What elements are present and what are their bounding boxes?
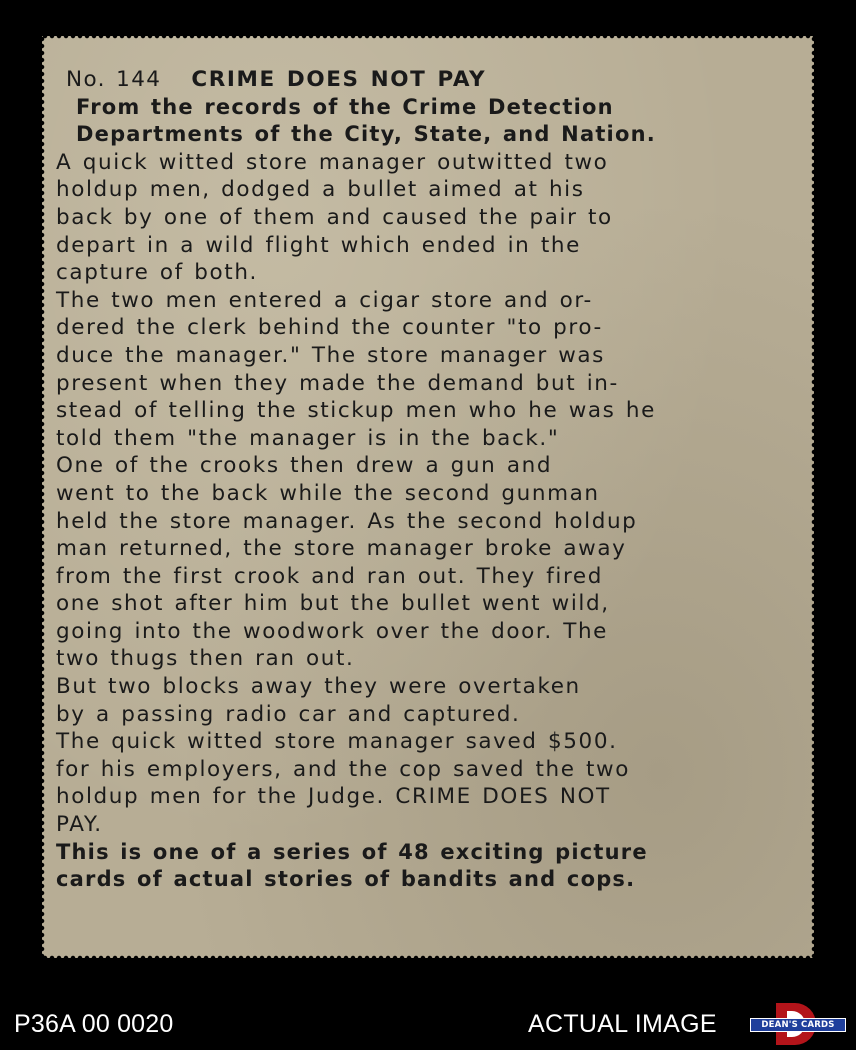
series-note: This is one of a series of 48 exciting picture cards of actual stories of bandits and cops. — [56, 839, 648, 892]
inventory-id: P36A 00 0020 — [14, 1010, 174, 1038]
story-paragraph-3: One of the crooks then drew a gun and went to the back while the second gunman held the store manager. As the second holdup man returned, the store manager broke away from the first crook and ran out. They fired one shot after him but the bullet went wild, going into the woodwork over the door. The two thugs then ran out. — [56, 453, 638, 672]
card-subheading: From the records of the Crime Detection Departments of the City, State, and Nation. — [76, 94, 656, 147]
perforated-edge-left — [39, 36, 45, 958]
card-title: CRIME DOES NOT PAY — [191, 67, 487, 92]
card-text — [56, 66, 746, 894]
card-number: No. 144 — [66, 67, 162, 92]
deans-cards-logo — [750, 1003, 846, 1045]
card-header — [56, 66, 746, 94]
actual-image-label: ACTUAL IMAGE — [528, 1010, 717, 1038]
perforated-edge-right — [811, 36, 817, 958]
story-paragraph-4: But two blocks away they were overtaken by a passing radio car and captured. — [56, 674, 581, 727]
story-paragraph-1: A quick witted store manager outwitted two holdup men, dodged a bullet aimed at his back by one of them and caused the pair to depart in a wild flight which ended in the capture of both. — [56, 149, 613, 286]
story-paragraph-2: The two men entered a cigar store and or- dered the clerk behind the counter "to pro- duce the manager." The store manager was present when they made the demand but in- stead of telling the stickup men who he was he told them "the manager is in the back." — [56, 287, 656, 451]
story-paragraph-5: The quick witted store manager saved $500. for his employers, and the cop saved the two holdup men for the Judge. CRIME DOES NOT PAY. — [56, 729, 630, 838]
card-back — [42, 36, 814, 958]
logo-banner: DEAN'S CARDS — [750, 1018, 846, 1032]
